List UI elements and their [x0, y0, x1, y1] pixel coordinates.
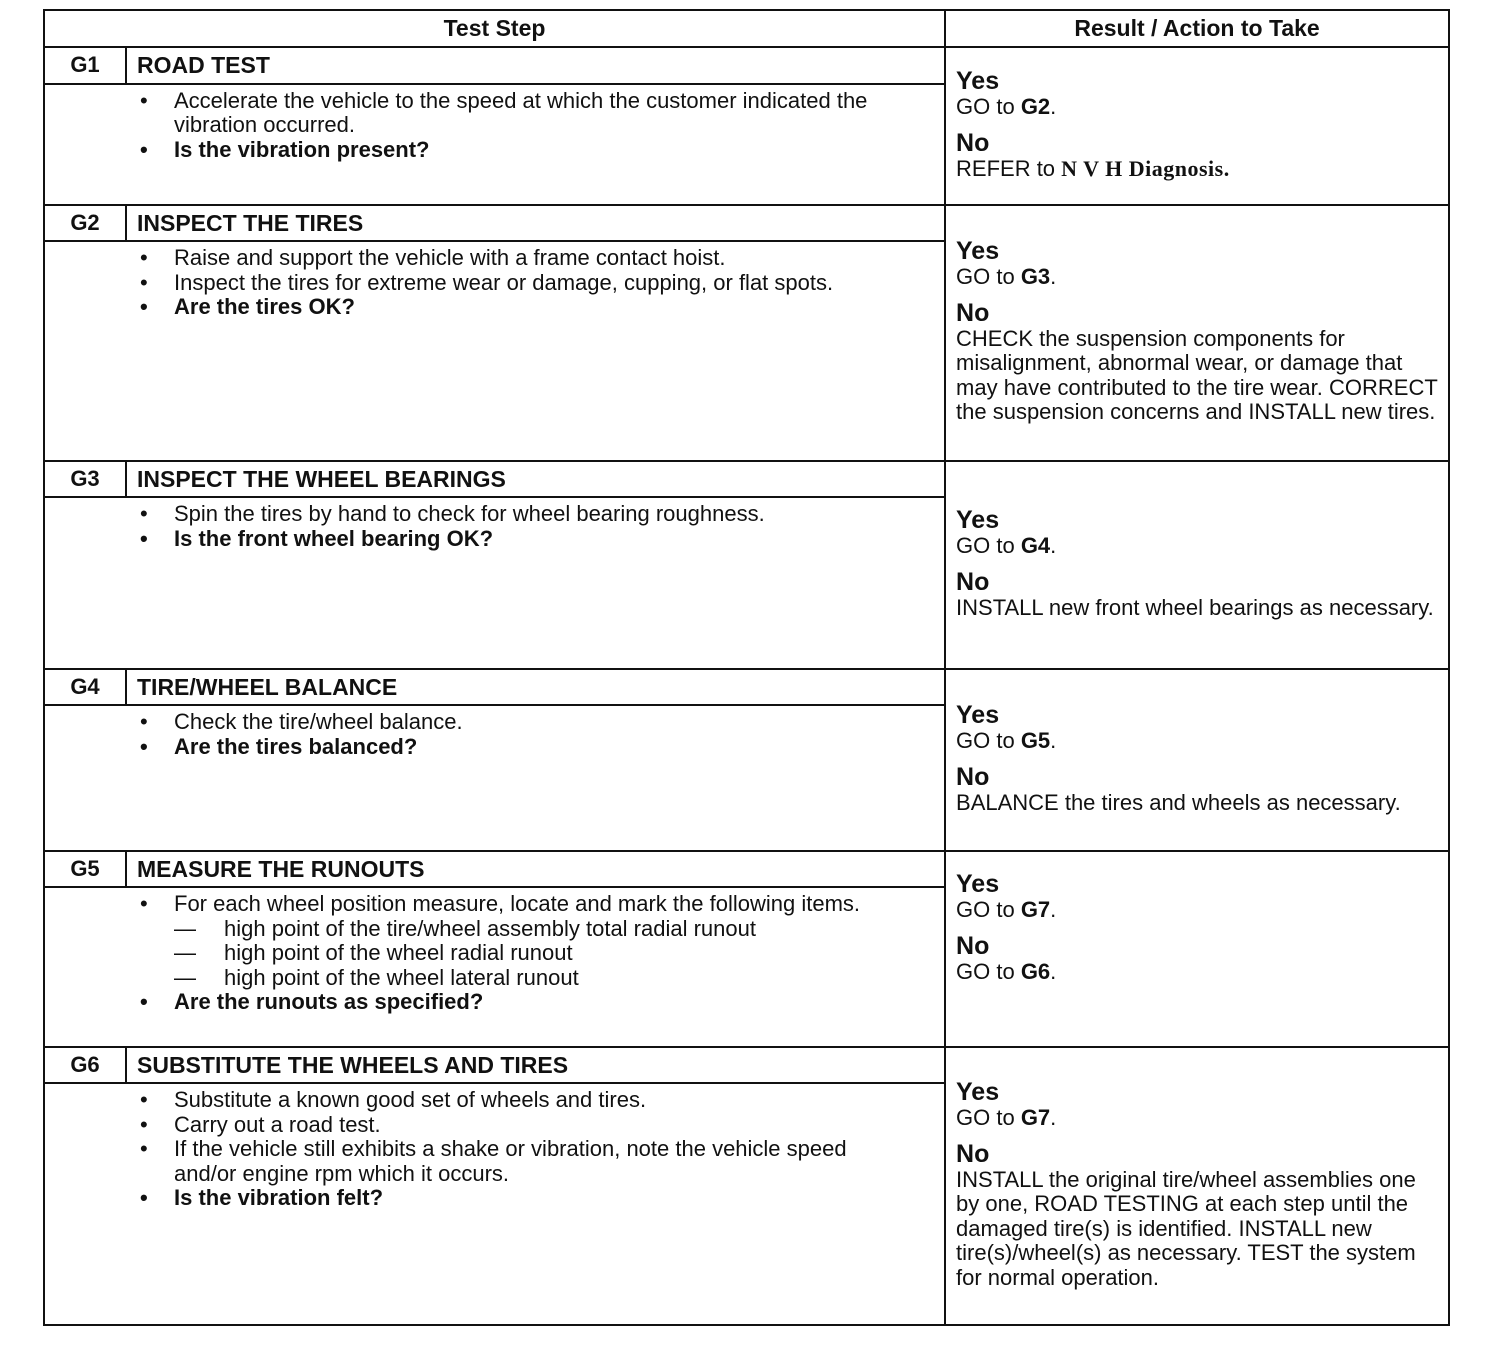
yes-target: G7 [1020, 897, 1051, 922]
step-g2-body [126, 241, 945, 461]
step-id: G4 [44, 669, 126, 705]
step-g2-result [945, 205, 1449, 461]
yes-action-text: GO to [956, 1105, 1021, 1130]
step-id-blank [44, 497, 126, 669]
step-id: G6 [44, 1047, 126, 1083]
step-g4-title-row [44, 669, 1449, 705]
step-bullet: • Inspect the tires for extreme wear or damage, cupping, or flat spots. [136, 271, 904, 296]
yes-action-text: GO to [956, 264, 1021, 290]
step-g5-title-row [44, 851, 1449, 887]
yes-label: Yes [956, 701, 1000, 729]
step-id-blank [44, 84, 126, 205]
step-g4-result [945, 669, 1449, 851]
step-g6-result [945, 1047, 1449, 1325]
step-g3-title-row [44, 461, 1449, 497]
step-id-blank [44, 241, 126, 461]
step-question: • Is the vibration felt? [136, 1186, 904, 1211]
yes-tail: . [1050, 728, 1057, 753]
step-title: INSPECT THE WHEEL BEARINGS [126, 461, 945, 497]
yes-action [956, 534, 1444, 559]
step-bullet [136, 892, 904, 990]
step-title: TIRE/WHEEL BALANCE [126, 669, 945, 705]
step-id-blank [44, 887, 126, 1047]
step-bullet: • Substitute a known good set of wheels and tires. [136, 1088, 904, 1113]
no-label: No [956, 1139, 990, 1168]
step-bullet: • Check the tire/wheel balance. [136, 710, 904, 735]
no-action: INSTALL new front wheel bearings as necessary. [956, 594, 1434, 620]
yes-action-text: GO to [956, 94, 1021, 119]
step-bullet-text: For each wheel position measure, locate and mark the following items. [174, 891, 861, 916]
step-bullet: • Raise and support the vehicle with a frame contact hoist. [136, 246, 904, 271]
step-question: • Are the tires balanced? [136, 735, 904, 760]
header-row [44, 10, 1449, 47]
sub-bullet: — high point of the tire/wheel assembly total radial runout [174, 917, 904, 942]
yes-target: G3 [1020, 264, 1051, 290]
step-g1-result [945, 47, 1449, 205]
no-action-text: GO to [956, 958, 1021, 984]
yes-action [956, 1106, 1444, 1131]
yes-action [956, 729, 1444, 754]
step-id: G3 [44, 461, 126, 497]
no-label: No [956, 128, 990, 157]
step-id: G5 [44, 851, 126, 887]
yes-label: Yes [956, 870, 1000, 898]
no-action: INSTALL the original tire/wheel assemblies one by one, ROAD TESTING at each step until the damaged tire(s) is identified. INSTALL new tire(s)/wheel(s) as necessary. TEST the system for normal operation. [956, 1166, 1416, 1290]
step-bullet: • If the vehicle still exhibits a shake or vibration, note the vehicle speed and/or engine rpm which it occurs. [136, 1137, 904, 1186]
step-title: SUBSTITUTE THE WHEELS AND TIRES [126, 1047, 945, 1083]
no-target: G6 [1020, 958, 1051, 984]
sub-bullet: — high point of the wheel radial runout [174, 941, 904, 966]
step-g5-result [945, 851, 1449, 1047]
step-g2-title-row [44, 205, 1449, 241]
no-label: No [956, 931, 990, 960]
yes-target: G7 [1020, 1105, 1051, 1130]
yes-label: Yes [956, 67, 1000, 95]
yes-tail: . [1050, 533, 1057, 558]
yes-action [956, 265, 1444, 290]
no-tail: . [1050, 958, 1057, 984]
step-question: • Are the tires OK? [136, 295, 904, 320]
no-action-text: REFER to [956, 155, 1062, 181]
no-label: No [956, 567, 990, 596]
no-action: CHECK the suspension components for misalignment, abnormal wear, or damage that may have contributed to the tire wear. CORRECT the suspension concerns and INSTALL new tires. [956, 325, 1438, 425]
step-question: • Is the front wheel bearing OK? [136, 527, 904, 552]
step-id-blank [44, 705, 126, 851]
no-label: No [956, 762, 990, 791]
step-bullet: • Accelerate the vehicle to the speed at which the customer indicated the vibration occurred. [136, 89, 904, 138]
no-action [956, 960, 1444, 985]
step-g1-title-row [44, 47, 1449, 84]
no-action [956, 157, 1444, 182]
diagnostic-table-wrapper [43, 9, 1448, 1326]
step-g1-body [126, 84, 945, 205]
yes-action [956, 898, 1444, 923]
step-g3-body [126, 497, 945, 669]
yes-label: Yes [956, 1078, 1000, 1106]
step-question: • Are the runouts as specified? [136, 990, 904, 1015]
step-g3-result [945, 461, 1449, 669]
step-title: MEASURE THE RUNOUTS [126, 851, 945, 887]
yes-action-text: GO to [956, 897, 1021, 922]
header-result-action: Result / Action to Take [945, 10, 1449, 47]
yes-tail: . [1050, 94, 1057, 119]
step-bullet: • Carry out a road test. [136, 1113, 904, 1138]
diagnostic-table [43, 9, 1450, 1326]
step-g4-body [126, 705, 945, 851]
yes-action [956, 95, 1444, 120]
step-id: G1 [44, 47, 126, 84]
step-bullet: • Spin the tires by hand to check for wheel bearing roughness. [136, 502, 904, 527]
yes-tail: . [1050, 1105, 1057, 1130]
step-id-blank [44, 1083, 126, 1325]
step-g5-body [126, 887, 945, 1047]
no-label: No [956, 298, 990, 327]
yes-tail: . [1050, 897, 1057, 922]
step-title: ROAD TEST [126, 47, 945, 84]
yes-target: G2 [1020, 94, 1051, 119]
no-action: BALANCE the tires and wheels as necessary. [956, 789, 1401, 815]
step-question: • Is the vibration present? [136, 138, 904, 163]
header-test-step: Test Step [44, 10, 945, 47]
yes-label: Yes [956, 237, 1000, 266]
step-g6-title-row [44, 1047, 1449, 1083]
sub-bullet: — high point of the wheel lateral runout [174, 966, 904, 991]
yes-tail: . [1050, 264, 1057, 290]
step-title: INSPECT THE TIRES [126, 205, 945, 241]
yes-target: G5 [1020, 728, 1051, 753]
yes-label: Yes [956, 506, 1000, 534]
step-id: G2 [44, 205, 126, 241]
nvh-diagnosis-reference: N V H Diagnosis. [1061, 155, 1230, 181]
step-g6-body [126, 1083, 945, 1325]
yes-target: G4 [1020, 533, 1051, 558]
yes-action-text: GO to [956, 728, 1021, 753]
yes-action-text: GO to [956, 533, 1021, 558]
